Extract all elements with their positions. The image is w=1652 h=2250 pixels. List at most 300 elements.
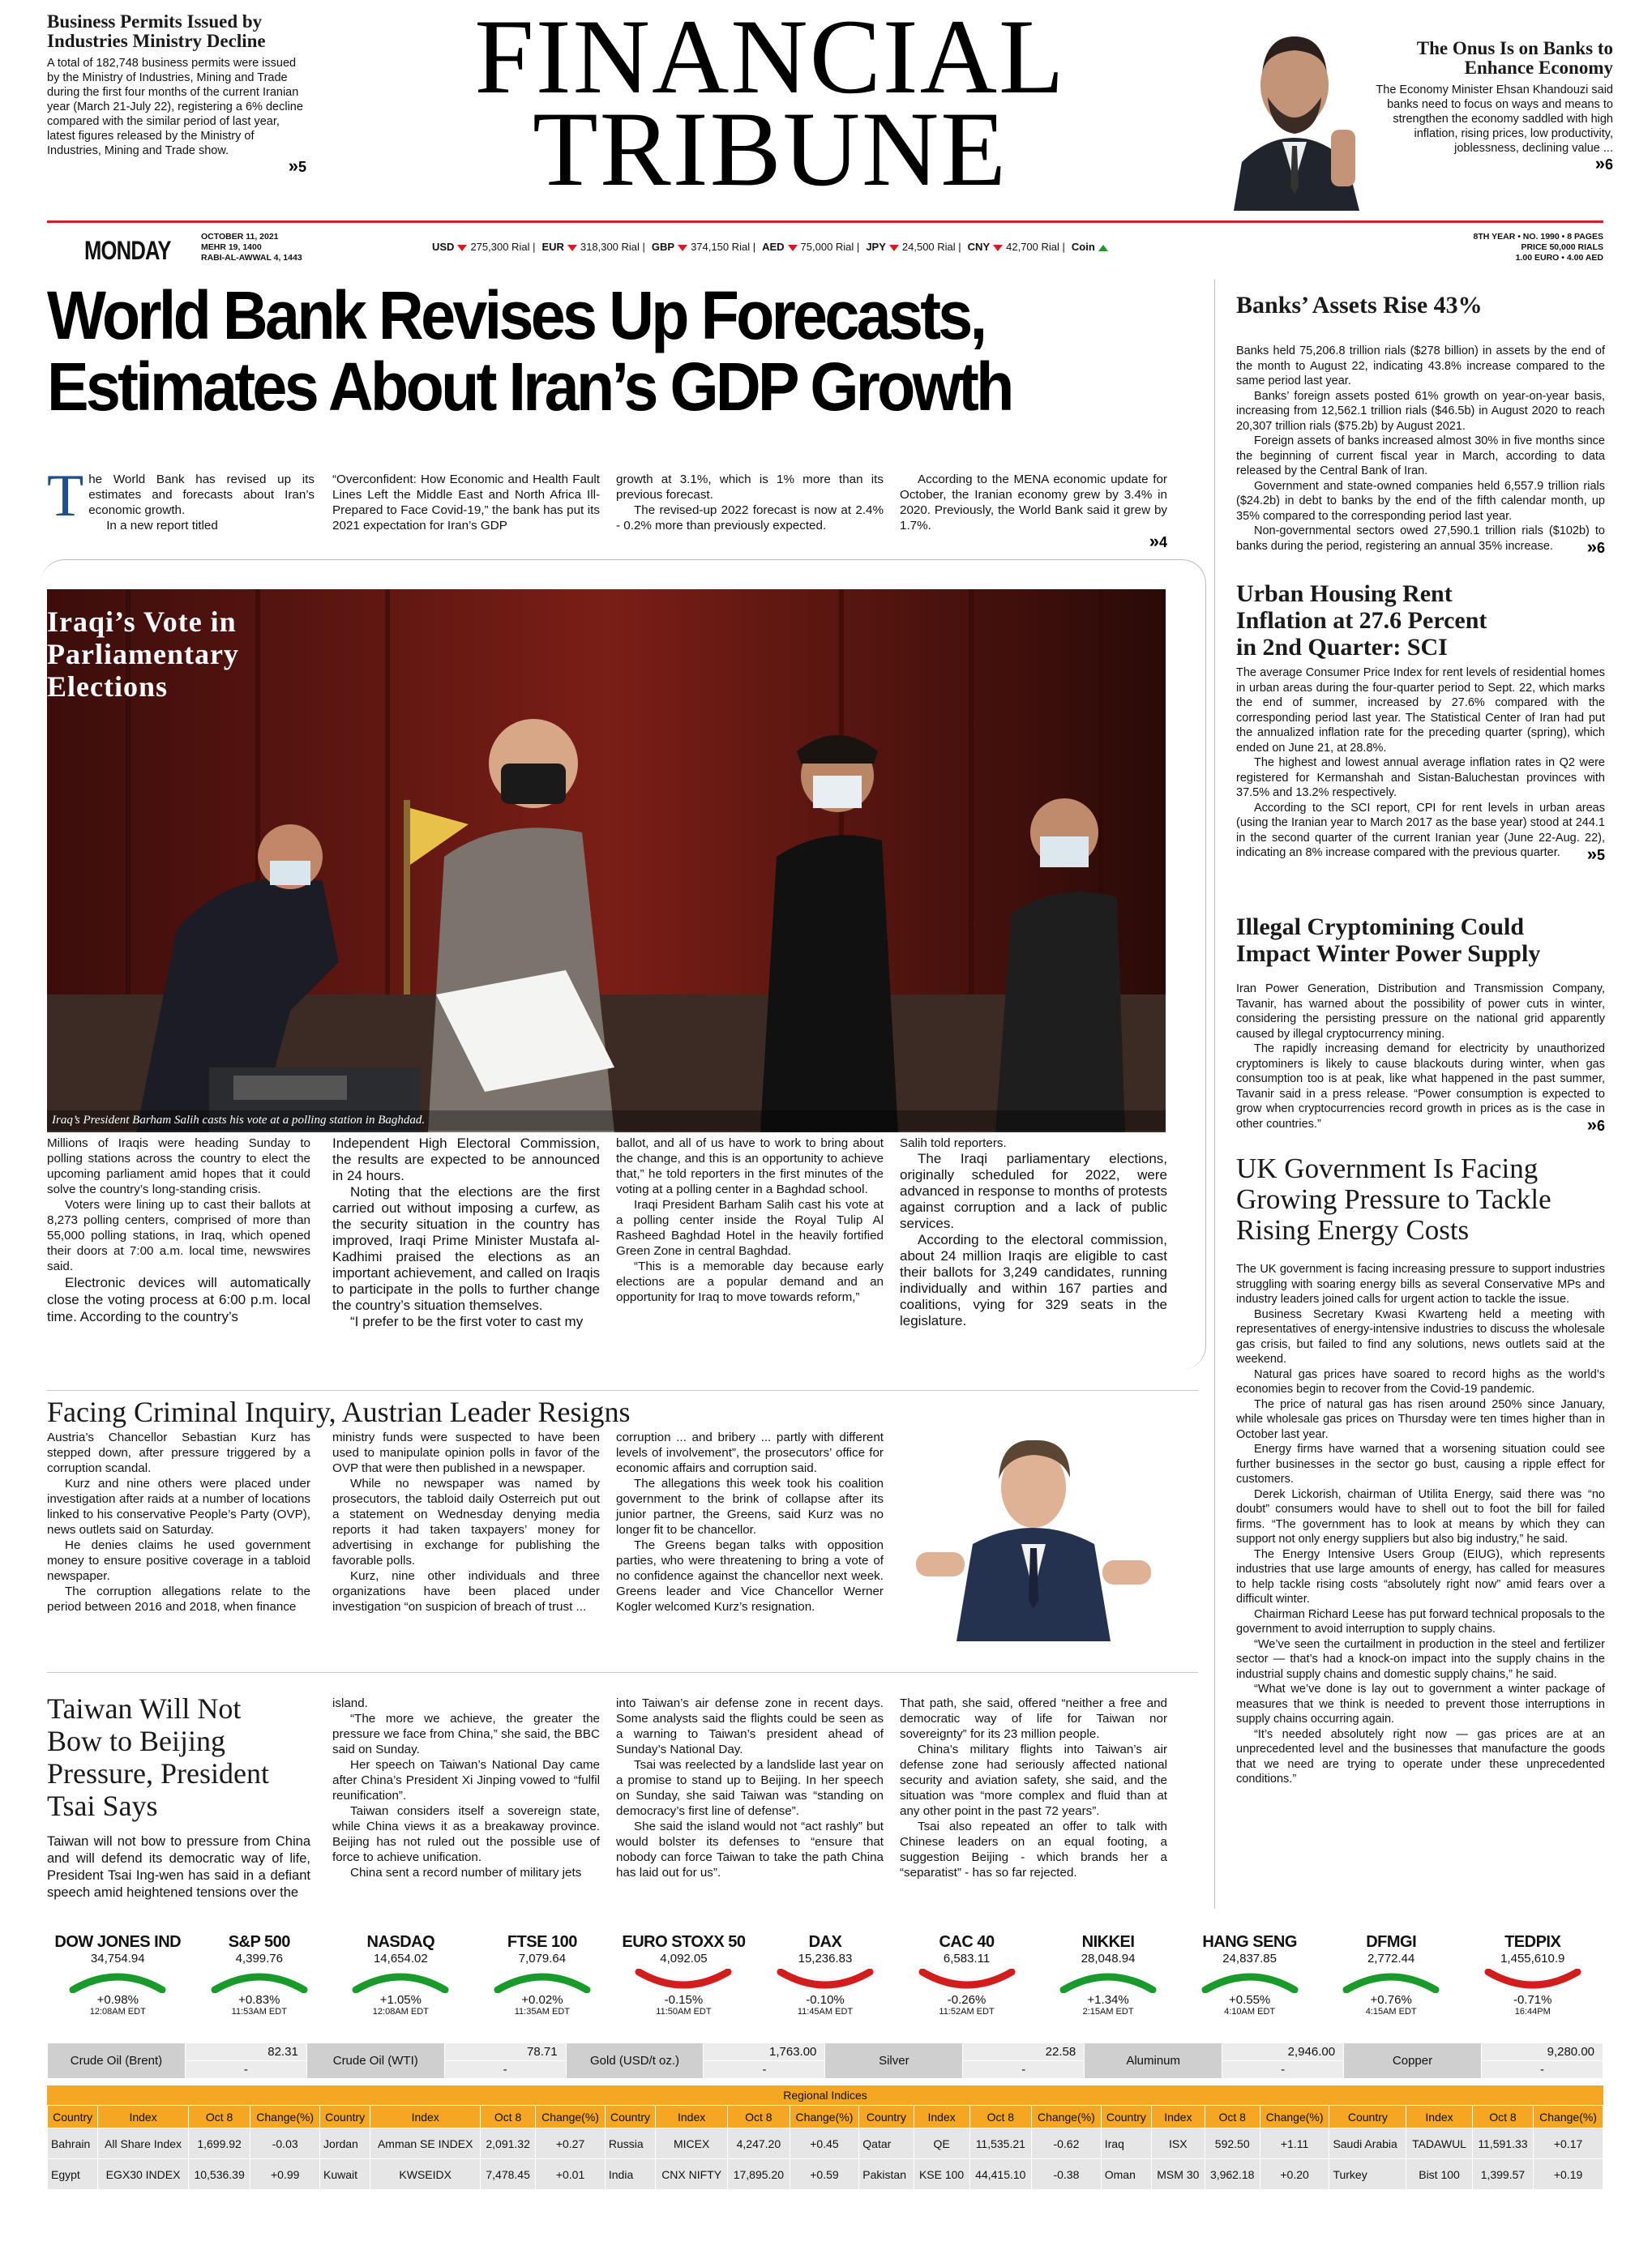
commodity-value: 22.58 — [963, 2043, 1085, 2061]
commodity-name: Crude Oil (Brent) — [48, 2043, 186, 2079]
brief-body: A total of 182,748 business permits were issued by the Ministry of Industries, Mining and Trade during the first four months of the current Iranian year (March 21-July 22), registering a 6% decline compared with the similar period of last year, latest figures released by the Ministry of Industries, Mining and Trade show. — [47, 57, 303, 157]
article-text: ministry funds were suspected to have been used to manipulate opinion polls in favor of the OVP that were then published in a newspaper. — [332, 1431, 600, 1475]
arrow-down-icon — [788, 245, 798, 251]
regional-cell: EGX30 INDEX — [98, 2159, 189, 2190]
regional-cell: -0.03 — [250, 2128, 320, 2159]
headline-line: Rising Energy Costs — [1236, 1214, 1470, 1246]
page-ref[interactable]: » 6 — [1594, 153, 1613, 173]
article-text: ballot, and all of us have to work to bring about the change, and this is an opportunity to achieve that,” he told reporters in the first minutes of the voting at a polling center in a Baghdad school. — [616, 1136, 884, 1196]
iraq-col-1 — [47, 1136, 310, 1325]
commodity-change: - — [1222, 2061, 1344, 2079]
commodity-name: Aluminum — [1085, 2043, 1222, 2079]
date-bar — [47, 229, 1603, 270]
lead-headline — [47, 277, 1106, 425]
stock-value: 2,772.44 — [1367, 1952, 1415, 1966]
trend-down-icon — [777, 1969, 874, 1993]
austria-headline[interactable]: Facing Criminal Inquiry, Austrian Leader Resigns — [47, 1396, 631, 1428]
article-text: Chairman Richard Leese has put forward technical proposals to the government to avoid interruption to supply chains. — [1236, 1607, 1605, 1636]
currency-item: EUR 318,300 Rial | — [541, 241, 645, 253]
regional-cell: +1.11 — [1260, 2128, 1329, 2159]
stock-index — [1462, 1933, 1603, 2017]
article-text: “What we’ve done is lay out to government a winter package of measures that we think is needed to prevent those interruptions in supply chains occurring again. — [1236, 1683, 1605, 1726]
regional-cell: India — [605, 2159, 655, 2190]
right-column-rule — [1214, 280, 1215, 1909]
regional-indices — [47, 2085, 1603, 2190]
lead-col-2 — [332, 472, 600, 533]
currency-item: CNY 42,700 Rial | — [967, 241, 1065, 253]
stock-value: 6,583.11 — [943, 1952, 991, 1966]
headline-line: Impact Winter Power Supply — [1236, 940, 1541, 967]
article-text: “We’ve seen the curtailment in production in the steel and fertilizer sector — that’s had a knock-on impact into the supply chains in the industrial supply chains and domestic supply chains,” he said. — [1236, 1637, 1605, 1681]
regional-cell: KWSEIDX — [370, 2159, 481, 2190]
photo-caption: Iraq’s President Barham Salih casts his vote at a polling station in Baghdad. — [47, 1110, 1166, 1131]
currency-item: USD 275,300 Rial | — [432, 241, 536, 253]
iraq-photo — [47, 589, 1166, 1132]
stock-index — [896, 1933, 1038, 2017]
title-line-1: FINANCIAL — [474, 0, 1066, 116]
regional-header: Oct 8 — [728, 2106, 790, 2128]
regional-cell: Jordan — [320, 2128, 370, 2159]
taiwan-col-3 — [616, 1696, 884, 1880]
regional-header: Change(%) — [790, 2106, 859, 2128]
article-text: China sent a record number of military jets — [350, 1866, 582, 1880]
iraq-col-3 — [616, 1136, 884, 1305]
stock-time: 2:15AM EDT — [1082, 2007, 1134, 2017]
article-text: According to the electoral commission, about 24 million Iraqis are eligible to cast their ballots for 3,249 candidates, running individually and within 167 parties and coalitions, vying for 329 seats in the legislature. — [900, 1232, 1167, 1328]
article-text: “This is a memorable day because early elections are a popular demand and an opportunity for Iraq to move towards reform,” — [616, 1260, 884, 1304]
table-row — [48, 2128, 1603, 2159]
trend-up-icon — [211, 1969, 308, 1993]
regional-cell: +0.59 — [790, 2159, 859, 2190]
taiwan-col-1 — [47, 1833, 310, 1901]
stock-name: EURO STOXX 50 — [622, 1933, 746, 1951]
article-text: “It’s needed absolutely right now — gas prices are at an unprecedented level and the businesses that manufacture the goods that we need are trying to operate under these unprecedented conditions.” — [1236, 1727, 1605, 1786]
commodity-change: - — [963, 2061, 1085, 2079]
regional-cell: Qatar — [859, 2128, 914, 2159]
taiwan-headline[interactable]: Taiwan Will Not Bow to Beijing Pressure, President Tsai Says — [47, 1692, 269, 1822]
regional-cell: ISX — [1152, 2128, 1205, 2159]
article-text: Foreign assets of banks increased almost 30% in five months since the beginning of current fiscal year in March, according to data released by the Central Bank of Iran. — [1236, 434, 1605, 477]
stock-name: DAX — [808, 1933, 842, 1951]
regional-cell: CNX NIFTY — [656, 2159, 728, 2190]
minister-photo — [1218, 8, 1372, 211]
regional-header: Country — [1101, 2106, 1151, 2128]
regional-header: Change(%) — [536, 2106, 606, 2128]
austria-col-3 — [616, 1430, 884, 1615]
edition-line-1: 8TH YEAR • NO. 1990 • 8 PAGES — [1473, 232, 1603, 242]
commodity-value: 2,946.00 — [1222, 2043, 1344, 2061]
stock-name: S&P 500 — [228, 1933, 290, 1951]
stock-change: -0.15% — [664, 1993, 704, 2007]
brief-title: The Onus Is on Banks to Enhance Economy — [1416, 38, 1613, 78]
article-text: Salih told reporters. — [900, 1136, 1007, 1150]
stock-value: 7,079.64 — [518, 1952, 567, 1966]
currency-value: 275,300 Rial — [470, 241, 530, 253]
regional-cell: 1,699.92 — [188, 2128, 250, 2159]
article-text: Austria’s Chancellor Sebastian Kurz has stepped down, after pressure triggered by a corruption scandal. — [47, 1431, 310, 1475]
article-text: The Iraqi parliamentary elections, originally scheduled for 2022, were advanced in response to months of protests against corruption and a lack of public services. — [900, 1151, 1167, 1231]
regional-cell: KSE 100 — [914, 2159, 969, 2190]
title-line-2: TRIBUNE — [533, 89, 1008, 208]
trend-down-icon — [1484, 1969, 1581, 1993]
article-text: Banks’ foreign assets posted 61% growth on year-on-year basis, increasing from 12,562.1 trillion rials ($46.5b) in August 2020 to reach 20,307 trillion rials ($75.2b) by August 2021. — [1236, 389, 1605, 433]
regional-cell: Turkey — [1329, 2159, 1406, 2190]
stock-change: -0.10% — [806, 1993, 845, 2007]
stock-value: 4,399.76 — [235, 1952, 283, 1966]
lead-story[interactable] — [47, 277, 1198, 425]
regional-cell: 3,962.18 — [1205, 2159, 1260, 2190]
stock-time: 11:50AM EDT — [656, 2007, 712, 2017]
currency-code: AED — [762, 241, 785, 253]
regional-cell: Pakistan — [859, 2159, 914, 2190]
regional-cell: -0.62 — [1032, 2128, 1102, 2159]
regional-title: Regional Indices — [47, 2085, 1603, 2105]
article-text: Natural gas prices have soared to record highs as the world’s economies begin to recover from the Covid-19 pandemic. — [1236, 1367, 1605, 1396]
trend-up-icon — [352, 1969, 449, 1993]
article-text: Derek Lickorish, chairman of Utilita Energy, said there was “no doubt” consumers would have to shell out to foot the bill for failed firms. “The government has to look at means by which they can support not only energy suppliers but also big industry,” he said. — [1236, 1487, 1605, 1546]
regional-cell: Kuwait — [320, 2159, 370, 2190]
stock-value: 1,455,610.9 — [1500, 1952, 1565, 1966]
currency-item — [1072, 241, 1111, 253]
stock-change: +0.55% — [1228, 1993, 1271, 2007]
commodity-name: Gold (USD/t oz.) — [566, 2043, 704, 2079]
page-ref[interactable]: » 4 — [1149, 531, 1167, 551]
article-text: “I prefer to be the first voter to cast my — [350, 1314, 584, 1329]
stock-index — [1179, 1933, 1320, 2017]
trend-up-icon — [1201, 1969, 1299, 1993]
article-text: The corruption allegations relate to the period between 2016 and 2018, when finance — [47, 1585, 310, 1614]
arrow-down-icon — [889, 245, 899, 251]
regional-header: Index — [656, 2106, 728, 2128]
housing-story[interactable] — [1236, 580, 1605, 863]
headline-line: Growing Pressure to Tackle — [1236, 1183, 1551, 1215]
article-text: Millions of Iraqis were heading Sunday to polling stations across the country to elect the upcoming parliament amid hopes that it could solve the country’s long-standing crisis. — [47, 1136, 310, 1196]
regional-cell: Amman SE INDEX — [370, 2128, 481, 2159]
regional-cell: Egypt — [48, 2159, 98, 2190]
currency-code: GBP — [651, 241, 675, 253]
regional-header: Index — [370, 2106, 481, 2128]
currency-value: 24,500 Rial — [901, 241, 956, 253]
article-text: Voters were lining up to cast their ballots at 8,273 polling centers, comprised of more than 55,000 polling stations, in Iraq, which opened their doors at 7:00 a.m. local time, newswires said. — [47, 1198, 310, 1273]
regional-cell: 11,535.21 — [969, 2128, 1032, 2159]
currency-value: 318,300 Rial — [580, 241, 640, 253]
banks-story[interactable] — [1236, 292, 1605, 556]
regional-cell: +0.19 — [1534, 2159, 1603, 2190]
regional-cell: Oman — [1101, 2159, 1151, 2190]
austria-col-2 — [332, 1430, 600, 1615]
regional-header: Country — [1329, 2106, 1406, 2128]
regional-header: Oct 8 — [1472, 2106, 1533, 2128]
stock-time: 11:52AM EDT — [939, 2007, 995, 2017]
masthead-rule — [47, 220, 1603, 223]
uk-headline — [1236, 1153, 1605, 1246]
article-text: “The more we achieve, the greater the pressure we face from China,” she said, the BBC said on Sunday. — [332, 1712, 600, 1756]
austria-col-1 — [47, 1430, 310, 1615]
article-text: Taiwan will not bow to pressure from China and will defend its democratic way of life, President Tsai Ing-wen has said in a defiant speech amid heightened tensions over the — [47, 1834, 310, 1900]
brief-title: Business Permits Issued by Industries Ministry Decline — [47, 11, 266, 51]
trend-down-icon — [635, 1969, 732, 1993]
article-text: She said the island would not “act rashly” but would bolster its defenses to “ensure that nobody can force Taiwan to take the path China has laid out for us”. — [616, 1820, 884, 1880]
stock-index — [47, 1933, 189, 2017]
lead-text: “Overconfident: How Economic and Health Fault Lines Left the Middle East and North Africa Ill-Prepared to Face Covid-19,” the bank has put its 2021 expectation for Iran’s GDP — [332, 473, 600, 533]
regional-cell: 10,536.39 — [188, 2159, 250, 2190]
page-ref[interactable]: » 6 — [1586, 1114, 1605, 1135]
regional-header: Change(%) — [1032, 2106, 1102, 2128]
lead-col-4 — [900, 472, 1167, 550]
commodity-name: Copper — [1344, 2043, 1482, 2079]
commodity-value: 1,763.00 — [704, 2043, 825, 2061]
regional-header: Oct 8 — [1205, 2106, 1260, 2128]
stock-change: -0.71% — [1513, 1993, 1552, 2007]
commodity-value: 9,280.00 — [1481, 2043, 1603, 2061]
article-text: Tsai was reelected by a landslide last year on a promise to stand up to Beijing. In her speech on Sunday, she said Taiwan was “standing on democracy’s first line of defense”. — [616, 1758, 884, 1818]
date-hijri: RABI-AL-AWWAL 4, 1443 — [201, 253, 302, 263]
page-ref[interactable]: » 6 — [1586, 537, 1605, 557]
stock-name: NIKKEI — [1081, 1933, 1135, 1951]
stock-time: 4:10AM EDT — [1224, 2007, 1276, 2017]
currency-code: EUR — [541, 241, 564, 253]
edition-line-3: 1.00 EURO • 4.00 AED — [1515, 253, 1603, 263]
regional-cell: 2,091.32 — [481, 2128, 536, 2159]
regional-cell: TADAWUL — [1406, 2128, 1472, 2159]
article-text: Iraqi President Barham Salih cast his vote at a polling center inside the Royal Tulip Al Rasheed Baghdad Hotel in the heavily fortified Green Zone in central Baghdad. — [616, 1198, 884, 1258]
article-text: Energy firms have warned that a worsening situation could see further businesses in the sector go bust, causing a ripple effect for customers. — [1236, 1443, 1605, 1486]
stock-time: 12:08AM EDT — [372, 2007, 429, 2017]
stock-time: 11:53AM EDT — [231, 2007, 287, 2017]
article-text: island. — [332, 1696, 368, 1710]
article-text: Kurz and nine others were placed under investigation after raids at a number of locations linked to his conservative People’s Party (OVP), news outlets said on Saturday. — [47, 1477, 310, 1537]
trend-up-icon — [494, 1969, 591, 1993]
currency-code: CNY — [967, 241, 991, 253]
regional-cell: +0.17 — [1534, 2128, 1603, 2159]
currency-value: 75,000 Rial — [800, 241, 854, 253]
stock-change: +0.98% — [96, 1993, 139, 2007]
stock-name: FTSE 100 — [507, 1933, 577, 1951]
brief-body: The Economy Minister Ehsan Khandouzi said banks need to focus on ways and means to strengthen the economy saddled with high inflation, rising prices, low productivity, joblessness, declining value ... — [1376, 83, 1613, 155]
commodity-change: - — [444, 2061, 566, 2079]
newspaper-title — [324, 0, 1216, 208]
stock-time: 11:35AM EDT — [514, 2007, 571, 2017]
stock-name: DOW JONES IND — [54, 1933, 182, 1951]
lead-text: The revised-up 2022 forecast is now at 2.4% - 0.2% more than previously expected. — [616, 503, 884, 533]
regional-header: Country — [320, 2106, 370, 2128]
currency-bar — [432, 241, 1118, 253]
taiwan-col-2 — [332, 1696, 600, 1880]
regional-header: Index — [1406, 2106, 1472, 2128]
regional-header: Change(%) — [250, 2106, 320, 2128]
lead-headline-line-1: World Bank Revises Up Forecasts, — [47, 277, 985, 353]
trend-up-icon — [1059, 1969, 1157, 1993]
stock-index — [189, 1933, 331, 2017]
stock-index — [1038, 1933, 1179, 2017]
article-text: Taiwan considers itself a sovereign state, while China views it as a breakaway province. Beijing has not ruled out the possible use of force to achieve unification. — [332, 1804, 600, 1864]
stock-ticker — [47, 1933, 1603, 2043]
trend-down-icon — [918, 1969, 1016, 1993]
commodity-change: - — [1481, 2061, 1603, 2079]
housing-headline — [1236, 580, 1605, 661]
stock-time: 12:08AM EDT — [89, 2007, 146, 2017]
stock-index — [613, 1933, 755, 2017]
stock-name: TEDPIX — [1504, 1933, 1561, 1951]
stock-change: +0.76% — [1370, 1993, 1412, 2007]
regional-cell: 17,895.20 — [728, 2159, 790, 2190]
regional-cell: 7,478.45 — [481, 2159, 536, 2190]
currency-code: USD — [432, 241, 455, 253]
stock-time: 16:44PM — [1514, 2007, 1551, 2017]
lead-headline-line-2: Estimates About Iran’s GDP Growth — [47, 349, 1012, 425]
article-text: corruption ... and bribery ... partly with different levels of involvement”, the prosecutors’ office for economic affairs and corruption said. — [616, 1431, 884, 1475]
regional-header: Index — [98, 2106, 189, 2128]
photo-title-line: Iraqi’s Vote in — [47, 605, 237, 638]
taiwan-col-4 — [900, 1696, 1167, 1880]
stock-name: CAC 40 — [939, 1933, 995, 1951]
article-text: Kurz, nine other individuals and three organizations have been placed under investigation “on suspicion of breach of trust ... — [332, 1569, 600, 1614]
regional-cell: MICEX — [656, 2128, 728, 2159]
regional-cell: Iraq — [1101, 2128, 1151, 2159]
stock-change: +1.05% — [379, 1993, 422, 2007]
headline-line: Illegal Cryptomining Could — [1236, 913, 1525, 940]
regional-cell: 592.50 — [1205, 2128, 1260, 2159]
article-text: into Taiwan’s air defense zone in recent days. Some analysts said the flights could be seen as a warning to Taiwan’s president ahead of Sunday’s National Day. — [616, 1696, 884, 1756]
lead-col-1 — [47, 463, 315, 533]
divider — [47, 1390, 1198, 1391]
article-text: Business Secretary Kwasi Kwarteng held a meeting with representatives of energy-intensive industries to discuss the wholesale gas crisis, but failed to find any solutions, news outlets said at the weekend. — [1236, 1307, 1605, 1366]
regional-cell: Saudi Arabia — [1329, 2128, 1406, 2159]
dates — [201, 232, 302, 263]
article-text: According to the SCI report, CPI for rent levels in urban areas (using the Iranian year to March 2017 as the base year) stood at 244.1 in the second quarter of the current Iranian year (June 22-Aug. 22), indicating an 8% increase compared with the previous quarter. — [1236, 801, 1605, 859]
commodity-value: 78.71 — [444, 2043, 566, 2061]
arrow-down-icon — [993, 245, 1003, 251]
photo-title — [47, 605, 239, 703]
currency-code: Coin — [1071, 241, 1095, 253]
edition-info — [1474, 232, 1603, 263]
brief-onus-on-banks[interactable] — [1370, 39, 1613, 173]
commodity-name: Crude Oil (WTI) — [306, 2043, 444, 2079]
commodity-name: Silver — [825, 2043, 963, 2079]
edition-line-2: PRICE 50,000 RIALS — [1521, 242, 1603, 252]
currency-code: JPY — [866, 241, 886, 253]
article-text: He denies claims he used government money to ensure positive coverage in a tabloid newspaper. — [47, 1538, 310, 1583]
regional-cell: Russia — [605, 2128, 655, 2159]
trend-up-icon — [1342, 1969, 1440, 1993]
stock-value: 24,837.85 — [1222, 1952, 1277, 1966]
stock-change: +1.34% — [1087, 1993, 1129, 2007]
stock-name: DFMGI — [1366, 1933, 1417, 1951]
divider — [47, 1672, 1198, 1673]
iraq-col-4 — [900, 1136, 1167, 1329]
regional-cell: +0.20 — [1260, 2159, 1329, 2190]
stock-index — [1320, 1933, 1462, 2017]
crypto-story[interactable] — [1236, 913, 1605, 1134]
regional-header: Index — [1152, 2106, 1205, 2128]
page-ref[interactable]: » 5 — [1586, 843, 1605, 864]
stock-change: +0.02% — [521, 1993, 563, 2007]
article-text: Non-governmental sectors owed 27,590.1 trillion rials ($102b) to banks during the period, registering an annual 35% increase. — [1236, 524, 1605, 553]
day-label: MONDAY — [84, 236, 171, 265]
currency-item: GBP 374,150 Rial | — [651, 241, 756, 253]
stock-value: 4,092.05 — [660, 1952, 708, 1966]
page-ref[interactable]: » 5 — [288, 156, 306, 176]
regional-cell: 11,591.33 — [1472, 2128, 1533, 2159]
article-text: Electronic devices will automatically close the voting process at 6:00 p.m. local time. According to the country’s — [47, 1275, 310, 1324]
banks-headline: Banks’ Assets Rise 43% — [1236, 292, 1483, 319]
date-persian: MEHR 19, 1400 — [201, 242, 262, 252]
trend-up-icon — [69, 1969, 166, 1993]
article-text: The Energy Intensive Users Group (EIUG), which represents industries that use large amounts of energy, has called for measures to help tackle rising costs “absolutely right now” amid fears over a difficult winter. — [1236, 1547, 1605, 1606]
lead-text: According to the MENA economic update for October, the Iranian economy grew by 3.4% in 2020. Previously, the World Bank said it grew by 1.7%. — [900, 473, 1167, 533]
stock-index — [472, 1933, 614, 2017]
regional-cell: -0.38 — [1032, 2159, 1102, 2190]
regional-table — [47, 2105, 1603, 2190]
regional-cell: QE — [914, 2128, 969, 2159]
currency-value: 42,700 Rial — [1006, 241, 1059, 253]
regional-cell: 4,247.20 — [728, 2128, 790, 2159]
stock-value: 34,754.94 — [90, 1952, 145, 1966]
dropcap: T — [47, 463, 84, 529]
currency-value: 374,150 Rial — [691, 241, 751, 253]
commodity-change: - — [185, 2061, 306, 2079]
headline-line: Urban Housing Rent — [1236, 580, 1453, 607]
regional-header: Oct 8 — [188, 2106, 250, 2128]
regional-cell: +0.99 — [250, 2159, 320, 2190]
article-text: The UK government is facing increasing pressure to support industries struggling with soaring energy bills as several Conservative MPs and industry leaders joined calls for urgent action to tackle the issue. — [1236, 1263, 1605, 1306]
article-text: Banks held 75,206.8 trillion rials ($278 billion) in assets by the end of the month to August 22, indicating 43.8% increase compared to the same period last year. — [1236, 344, 1605, 387]
uk-story[interactable] — [1236, 1153, 1605, 1787]
stock-value: 15,236.83 — [798, 1952, 853, 1966]
regional-cell: 1,399.57 — [1472, 2159, 1533, 2190]
commodity-change: - — [704, 2061, 825, 2079]
table-row — [48, 2159, 1603, 2190]
article-text: The Greens began talks with opposition parties, who were threatening to bring a vote of no confidence against the chancellor next week. Greens leader and Vice Chancellor Werner Kogler welcomed Kurz’s resignation. — [616, 1538, 884, 1614]
brief-business-permits[interactable] — [47, 12, 306, 175]
masthead — [0, 0, 1652, 215]
regional-cell: Bist 100 — [1406, 2159, 1472, 2190]
stock-value: 14,654.02 — [373, 1952, 428, 1966]
lead-text: growth at 3.1%, which is 1% more than its previous forecast. — [616, 473, 884, 502]
article-text: The price of natural gas has risen around 250% since January, while wholesale gas prices on Thursday were ten times higher than in October last year. — [1236, 1397, 1605, 1441]
regional-cell: MSM 30 — [1152, 2159, 1205, 2190]
article-text: Tsai also repeated an offer to talk with Chinese leaders on an equal footing, a suggestion Beijing - which brands her a “separatist” - has so far rejected. — [900, 1820, 1167, 1880]
regional-header: Country — [605, 2106, 655, 2128]
article-text: Independent High Electoral Commission, the results are expected to be announced in 24 hours. — [332, 1136, 600, 1183]
crypto-headline — [1236, 913, 1605, 967]
lead-text: he World Bank has revised up its estimates and forecasts about Iran’s economic growth. — [88, 473, 315, 517]
headline-line: in 2nd Quarter: SCI — [1236, 634, 1448, 661]
photo-title-line: Parliamentary — [47, 638, 239, 670]
stock-index — [330, 1933, 472, 2017]
kurz-photo — [900, 1406, 1167, 1641]
headline-line: UK Government Is Facing — [1236, 1153, 1539, 1184]
lead-text: In a new report titled — [106, 519, 218, 533]
date-gregorian: OCTOBER 11, 2021 — [201, 232, 279, 242]
regional-header: Oct 8 — [969, 2106, 1032, 2128]
stock-value: 28,048.94 — [1081, 1952, 1136, 1966]
currency-item: AED 75,000 Rial | — [762, 241, 860, 253]
regional-header: Country — [48, 2106, 98, 2128]
regional-header: Country — [859, 2106, 914, 2128]
article-text: The average Consumer Price Index for rent levels of residential homes in urban areas during the four-quarter period to Sept. 22, which marks the end of summer, increased by 27.6% compared with the corresponding period last year. The Statistical Center of Iran had put the annualized inflation rate for the preceding quarter (spring), which ended on June 21, at 28.8%. — [1236, 666, 1605, 755]
photo-title-line: Elections — [47, 670, 168, 703]
regional-header: Change(%) — [1260, 2106, 1329, 2128]
article-text: Her speech on Taiwan’s National Day came after China’s President Xi Jinping vowed to “fulfil reunification”. — [332, 1758, 600, 1803]
regional-cell: +0.45 — [790, 2128, 859, 2159]
commodities-table — [47, 2043, 1603, 2079]
article-text: The allegations this week took his coalition government to the brink of collapse after its junior partner, the Greens, said Kurz was no longer fit to be chancellor. — [616, 1477, 884, 1537]
regional-cell: 44,415.10 — [969, 2159, 1032, 2190]
stock-name: HANG SENG — [1202, 1933, 1297, 1951]
regional-header: Index — [914, 2106, 969, 2128]
stock-name: NASDAQ — [366, 1933, 435, 1951]
